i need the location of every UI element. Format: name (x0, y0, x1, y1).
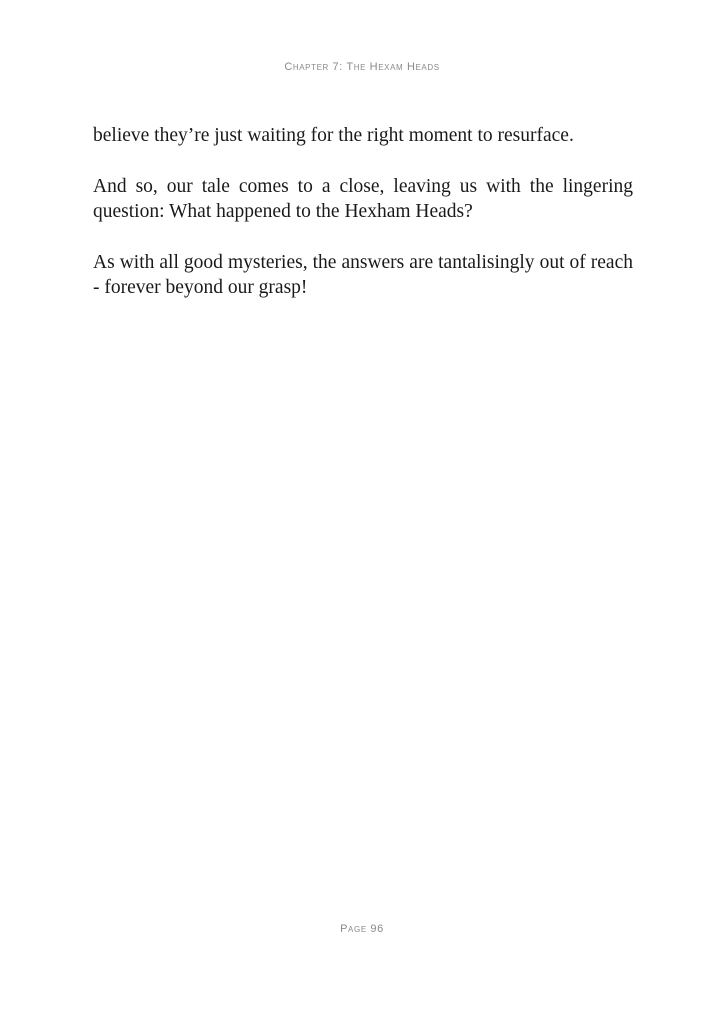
page-body (93, 123, 633, 326)
page-number: Page 96 (340, 923, 384, 935)
chapter-running-header: Chapter 7: The Hexam Heads (284, 61, 440, 73)
paragraph-1: believe they’re just waiting for the right moment to resurface. (93, 125, 574, 146)
paragraph-3: As with all good mysteries, the answers are tantalisingly out of reach - forever beyond our grasp! (93, 252, 633, 298)
paragraph-2: And so, our tale comes to a close, leaving us with the lingering question: What happened to the Hexham Heads? (93, 176, 633, 222)
